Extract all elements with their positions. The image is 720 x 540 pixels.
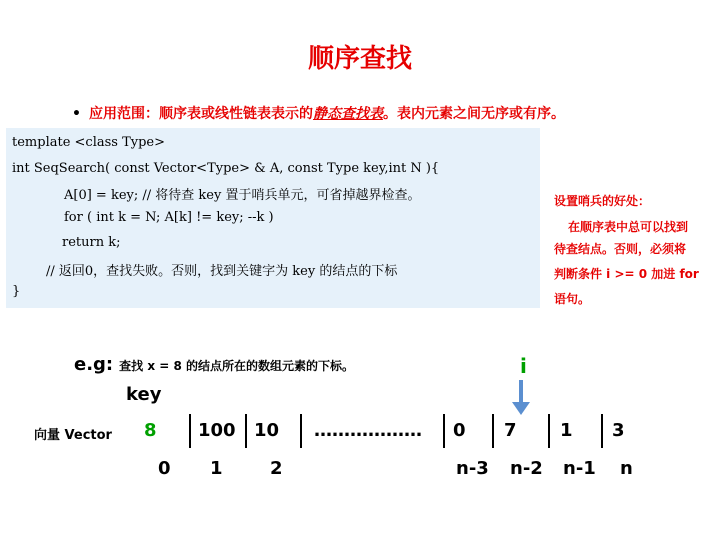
- key-label: key: [126, 384, 162, 405]
- pointer-label: i: [520, 354, 527, 378]
- code-line-3: A[0] = key; // 将待查 key 置于哨兵单元，可省掉越界检查。: [64, 188, 421, 203]
- array-index: 2: [270, 458, 283, 479]
- bullet-dot-icon: •: [72, 106, 81, 122]
- array-cell: 3: [612, 420, 625, 441]
- array-index: 1: [210, 458, 223, 479]
- array-cell: 10: [254, 420, 280, 441]
- cell-divider: [601, 414, 603, 448]
- scope-emphasis: 静态查找表: [312, 106, 383, 122]
- array-cell: 8: [144, 420, 157, 441]
- array-cell: 100: [198, 420, 236, 441]
- array-index: n-1: [563, 458, 596, 479]
- scope-text-after: 。表内元素之间无序或有序。: [382, 106, 565, 122]
- example-label: e.g:: [74, 354, 114, 375]
- note-line-3: 待查结点。否则，必须将: [554, 242, 687, 256]
- array-cell: 0: [453, 420, 466, 441]
- cell-divider: [245, 414, 247, 448]
- cell-divider: [492, 414, 494, 448]
- example-line: [74, 354, 354, 375]
- code-line-4: for ( int k = N; A[k] != key; --k ): [64, 210, 274, 225]
- pointer-arrow-icon: [510, 380, 532, 416]
- cell-divider: [300, 414, 302, 448]
- array-ellipsis: ………………: [314, 420, 422, 441]
- array-cell: 7: [504, 420, 517, 441]
- note-line-1: 设置哨兵的好处：: [554, 194, 651, 208]
- scope-label: 应用范围：: [88, 106, 159, 122]
- cell-divider: [443, 414, 445, 448]
- code-line-7: }: [12, 284, 21, 299]
- array-index: 0: [158, 458, 171, 479]
- array-cell: 1: [560, 420, 573, 441]
- code-line-1: template <class Type>: [12, 135, 166, 150]
- example-description: 查找 x = 8 的结点所在的数组元素的下标。: [119, 359, 354, 373]
- code-line-6: // 返回0，查找失败。否则，找到关键字为 key 的结点的下标: [46, 264, 398, 279]
- note-line-2: 在顺序表中总可以找到: [568, 220, 689, 234]
- code-line-5: return k;: [62, 235, 121, 250]
- code-line-2: int SeqSearch( const Vector<Type> & A, const Type key,int N ){: [12, 161, 440, 176]
- cell-divider: [548, 414, 550, 448]
- array-index: n-2: [510, 458, 543, 479]
- scope-text-before: 顺序表或线性链表表示的: [158, 106, 313, 122]
- cell-divider: [189, 414, 191, 448]
- array-index: n-3: [456, 458, 489, 479]
- vector-label: 向量 Vector: [34, 428, 112, 443]
- note-line-4: 判断条件 i >= 0 加进 for: [554, 267, 699, 281]
- note-line-5: 语句。: [554, 292, 591, 306]
- array-index: n: [620, 458, 633, 479]
- scope-bullet: [72, 103, 565, 123]
- slide-title: 顺序查找: [307, 44, 412, 74]
